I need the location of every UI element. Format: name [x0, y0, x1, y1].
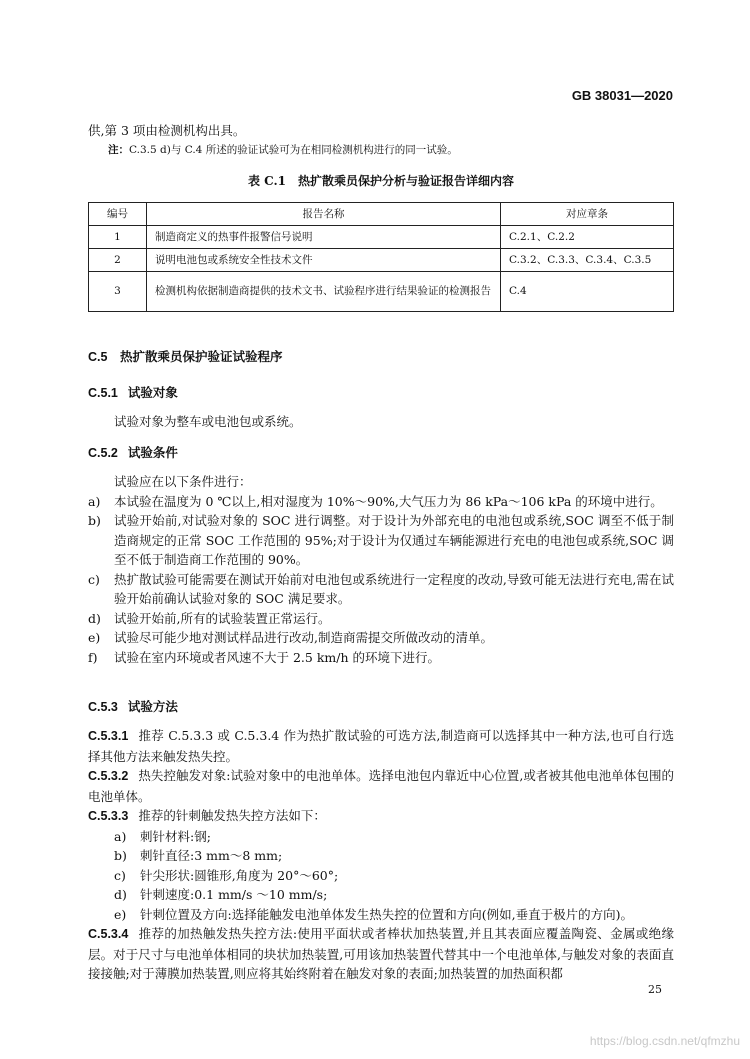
cell: 检测机构依据制造商提供的技术文书、试验程序进行结果验证的检测报告	[147, 272, 501, 312]
table-note	[108, 142, 458, 157]
cell: 2	[89, 249, 147, 272]
cell: 说明电池包或系统安全性技术文件	[147, 249, 501, 272]
c52-intro: 试验应在以下条件进行：	[114, 474, 252, 489]
list-marker: e)	[114, 906, 127, 922]
table-row	[89, 226, 674, 249]
c51-text: 试验对象为整车或电池包或系统。	[114, 414, 302, 429]
cell: 3	[89, 272, 147, 312]
c533-paragraph	[88, 806, 674, 827]
note-text: C.3.5 d)与 C.4 所述的验证试验可为在相同检测机构进行的同一试验。	[129, 144, 458, 156]
list-text: 本试验在温度为 0 ℃以上,相对湿度为 10%～90%,大气压力为 86 kPa～106 kPa 的环境中进行。	[114, 493, 663, 509]
cell: C.2.1、C.2.2	[501, 226, 674, 249]
list-marker: d)	[114, 887, 127, 902]
list-item	[88, 492, 674, 512]
section-title: 试验对象	[127, 385, 178, 400]
section-c5-heading	[88, 347, 674, 368]
clause-text: 推荐的加热触发热失控方法:使用平面状或者棒状加热装置,并且其表面应覆盖陶瓷、金属或绝缘层。对于尺寸与电池单体相同的块状加热装置,可用该加热装置代替其中一个电池单体,与触发对象的表面直接接触;对于薄膜加热装置,则应将其始终附着在触发对象的表面;加热装置的加热面积都	[88, 926, 674, 981]
list-marker: f)	[88, 649, 98, 665]
section-c52-heading	[88, 443, 674, 464]
c53-body	[88, 726, 674, 984]
list-item	[88, 511, 674, 570]
cell: 1	[89, 226, 147, 249]
section-number: C.5	[88, 350, 108, 364]
clause-text: 推荐的针刺触发热失控方法如下：	[138, 808, 326, 823]
watermark: https://blog.csdn.net/qfmzhu	[589, 1034, 740, 1048]
table-row	[89, 272, 674, 312]
page-number: 25	[648, 983, 662, 996]
clause-text: 推荐 C.5.3.3 或 C.5.3.4 作为热扩散试验的可选方法,制造商可以选择其中一种方法,也可自行选择其他方法来触发热失控。	[88, 728, 674, 764]
section-title: 试验方法	[127, 699, 178, 714]
c532-paragraph	[88, 766, 674, 806]
continuation-text: 供,第 3 项由检测机构出具。	[88, 123, 246, 138]
header-cell: 报告名称	[147, 203, 501, 226]
list-text: 针刺位置及方向:选择能触发电池单体发生热失控的位置和方向(例如,垂直于极片的方向)。	[140, 906, 633, 922]
list-text: 热扩散试验可能需要在测试开始前对电池包或系统进行一定程度的改动,导致可能无法进行充电,需在试验开始前确认试验对象的 SOC 满足要求。	[114, 571, 674, 606]
list-text: 试验尽可能少地对测试样品进行改动,制造商需提交所做改动的清单。	[114, 630, 493, 645]
c534-paragraph	[88, 924, 674, 984]
cell: C.4	[501, 272, 674, 312]
list-item	[88, 648, 674, 668]
section-title: 试验条件	[127, 445, 178, 460]
list-item	[114, 866, 674, 886]
clause-number: C.5.3.1	[88, 729, 129, 743]
table-title: 表 C.1 热扩散乘员保护分析与验证报告详细内容	[247, 174, 515, 188]
list-item	[88, 628, 674, 648]
clause-number: C.5.3.2	[88, 769, 129, 783]
report-table	[88, 202, 674, 312]
header-cell: 编号	[89, 203, 147, 226]
list-marker: e)	[88, 630, 101, 645]
list-marker: a)	[114, 828, 127, 844]
list-text: 试验在室内环境或者风速不大于 2.5 km/h 的环境下进行。	[114, 649, 440, 665]
list-marker: a)	[88, 493, 101, 509]
clause-number: C.5.3.4	[88, 927, 129, 941]
list-item	[88, 609, 674, 629]
c533-list	[88, 827, 674, 925]
section-number: C.5.3	[88, 700, 118, 714]
section-number: C.5.2	[88, 446, 118, 460]
list-item	[88, 570, 674, 609]
list-text: 试验开始前,对试验对象的 SOC 进行调整。对于设计为外部充电的电池包或系统,SOC 调至不低于制造商规定的正常 SOC 工作范围的 95%;对于设计为仅通过车辆能源进行充电的电池包或系统,SOC 调至不低于制造商工作范围的 90%。	[114, 513, 674, 567]
list-item	[114, 846, 674, 866]
cell: 制造商定义的热事件报警信号说明	[147, 226, 501, 249]
list-text: 刺针直径:3 mm～8 mm;	[140, 848, 283, 863]
c531-paragraph	[88, 726, 674, 766]
clause-number: C.5.3.3	[88, 809, 129, 823]
list-item	[114, 827, 674, 847]
list-text: 试验开始前,所有的试验装置正常运行。	[114, 610, 331, 626]
header-cell: 对应章条	[501, 203, 674, 226]
list-item	[114, 905, 674, 925]
note-label: 注：	[108, 144, 129, 156]
section-c53-heading	[88, 697, 674, 718]
list-text: 刺针材料:钢;	[140, 828, 211, 844]
section-title: 热扩散乘员保护验证试验程序	[120, 349, 283, 364]
list-marker: b)	[114, 848, 127, 863]
section-number: C.5.1	[88, 386, 118, 400]
list-item	[114, 885, 674, 905]
section-c51-heading	[88, 383, 674, 404]
list-marker: c)	[88, 571, 100, 587]
cell: C.3.2、C.3.3、C.3.4、C.3.5	[501, 249, 674, 272]
standard-code: GB 38031—2020	[571, 88, 673, 103]
clause-text: 热失控触发对象:试验对象中的电池单体。选择电池包内靠近中心位置,或者被其他电池单体包围的电池单体。	[88, 768, 674, 804]
list-marker: b)	[88, 513, 101, 528]
list-text: 针尖形状:圆锥形,角度为 20°～60°;	[140, 867, 339, 883]
list-marker: c)	[114, 867, 126, 883]
c52-body	[88, 472, 674, 667]
table-row	[89, 249, 674, 272]
list-marker: d)	[88, 610, 101, 626]
list-text: 针刺速度:0.1 mm/s ～10 mm/s;	[140, 887, 328, 902]
table-header-row	[89, 203, 674, 226]
